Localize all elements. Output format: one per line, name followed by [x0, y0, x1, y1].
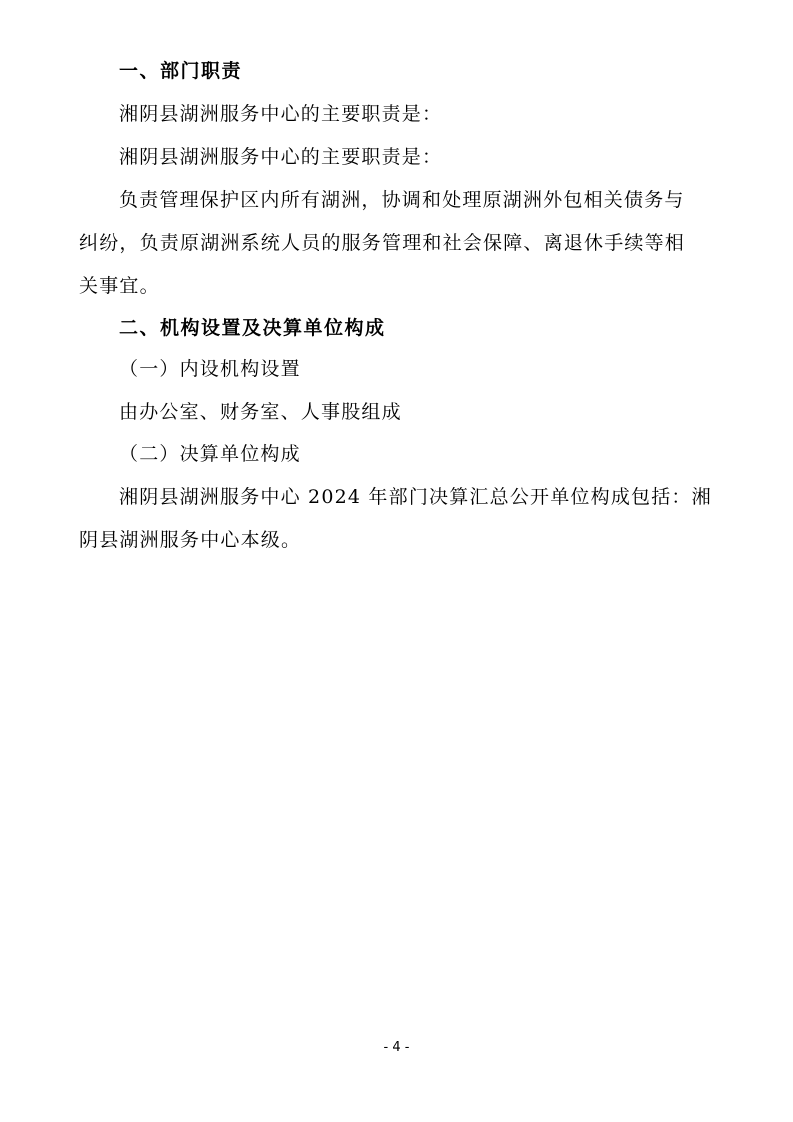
section-heading-organization: 二、机构设置及决算单位构成 [119, 317, 386, 339]
paragraph-line: 阴县湖洲服务中心本级。 [79, 529, 302, 551]
page-number: - 4 - [383, 1040, 410, 1055]
paragraph-line: 由办公室、财务室、人事股组成 [119, 401, 402, 423]
paragraph-line: 湘阴县湖洲服务中心的主要职责是： [119, 146, 443, 168]
paragraph-line: 关事宜。 [79, 275, 160, 297]
subsection-heading-units: （二）决算单位构成 [119, 443, 301, 465]
section-heading-responsibilities: 一、部门职责 [119, 60, 243, 82]
paragraph-line: 负责管理保护区内所有湖洲，协调和处理原湖洲外包相关债务与 [119, 189, 685, 211]
paragraph-line: 纠纷，负责原湖洲系统人员的服务管理和社会保障、离退休手续等相 [79, 232, 686, 254]
paragraph-line: 湘阴县湖洲服务中心 2024 年部门决算汇总公开单位构成包括：湘 [119, 486, 712, 508]
paragraph-line: 湘阴县湖洲服务中心的主要职责是： [119, 103, 443, 125]
subsection-heading-internal: （一）内设机构设置 [119, 358, 301, 380]
